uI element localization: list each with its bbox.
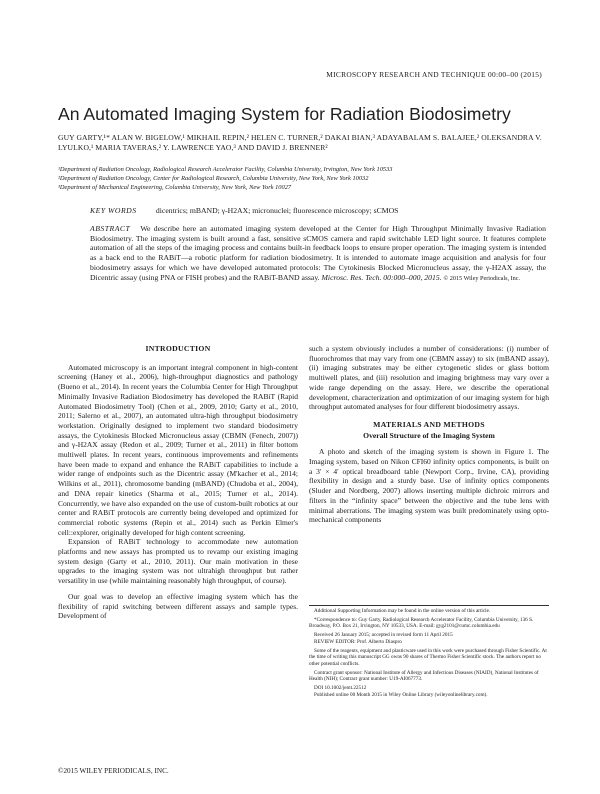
footnotes: [309, 608, 549, 700]
right-column: [309, 344, 549, 525]
introduction-heading: INTRODUCTION: [145, 344, 211, 353]
intro-paragraph-2: Expansion of RABiT technology to accommodate new automation platforms and new assays has prompted us to revamp our existing imaging system design (Garty et al., 2010, 2011). Our main motivation in these upgrades to the imaging system was not ultrahigh throughput but rather versatility in use (while maintaining reasonably high throughput, of course).: [58, 537, 298, 586]
footnote-correspondence: *Correspondence to: Guy Garty, Radiological Research Accelerator Facility, Columbia University, 136 S. Broadway, P.O. Box 21, Irvington, NY 10533, USA. E-mail: gyg2101@cumc.columbia.edu: [309, 616, 534, 630]
affiliation-2: ²Department of Radiation Oncology, Center for Radiological Research, Columbia University, New York, New York 10032: [58, 175, 369, 182]
running-head: MICROSCOPY RESEARCH AND TECHNIQUE 00:00–00 (2015): [326, 70, 542, 79]
footnote-conflict: Some of the reagents, equipment and plasticware used in this work were purchased through Fisher Scientific. At the time of writing this manuscript GG owns 90 shares of Thermo Fisher Scientific stock. The authors report no other potential conflicts.: [309, 647, 547, 667]
footnote-grant: Contract grant sponsor: National Institute of Allergy and Infectious Diseases (NIAID), National Institutes of Health (NIH); Contract grant number: U19-AI067773.: [309, 669, 539, 683]
intro-paragraph-1: Automated microscopy is an important integral component in high-content screening (Haney et al., 2006), high-throughput diagnostics and pathology (Bueno et al., 2014). In recent years the Columbia Center for High Throughput Minimally Invasive Radiation Biodosimetry has developed the RABiT (Rapid Automated Biodosimetry Tool) (Chen et al., 2009, 2010; Garty et al., 2010, 2011; Salerno et al., 2007), an automated ultra-high throughput biodosimetry workstation. Originally designed to implement two standard biodosimetry assays, the Cytokinesis Blocked Micronucleus assay (CBMN (Fenech, 2007)) and γ-H2AX assay (Redon et al., 2009; Turner et al., 2011) in filter bottom multiwell plates. In recent years, continuous improvements and refinements have been made to expand and enhance the RABiT capabilities to include a wider range of endpoints such as the Dicentric assay (M'kacher et al., 2014; Wilkins et al., 2011), chromosome banding (mBAND) (Chudoba et al., 2004), and DNA repair kinetics (Sharma et al., 2015; Turner et al., 2014). Concurrently, we have also expanded on the use of custom-built robotics at our center and RABiT protocols are currently being developed and optimized for commercial robotic systems (Repin et al., 2014) such as Perkin Elmer's cell::explorer, originally developed for high content screening.: [58, 362, 298, 537]
methods-paragraph-1: A photo and sketch of the imaging system is shown in Figure 1. The Imaging system, based on Nikon CFI60 infinity optics components, is built on a 3′ × 4′ optical breadboard table (Newport Corp., Irvine, CA), providing flexibility in design and a sturdy base. Use of infinity optics components (Sluder and Nordberg, 2007) allows inserting multiple dichroic mirrors and filters in the “infinity space” between the objective and the tube lens with minimal aberrations. The imaging system was built predominately using opto-mechanical components: [309, 447, 549, 525]
affiliation-1: ¹Department of Radiation Oncology, Radiological Research Accelerator Facility, Columbia University, Irvington, New York 10533: [58, 166, 393, 173]
footnote-divider: [309, 605, 549, 606]
keywords-list: dicentrics; mBAND; γ-H2AX; micronuclei; fluorescence microscopy; sCMOS: [155, 206, 399, 215]
abstract-label: ABSTRACT: [90, 224, 131, 233]
abstract-text: We describe here an automated imaging system developed at the Center for High Throughput Minimally Invasive Radiation Biodosimetry. The imaging system is built around a fast, sensitive sCMOS camera and rapid switchable LED light source. It features complete automation of all the steps of the imaging process and contains built-in feedback loops to ensure proper operation. The imaging system is intended as a back end to the RABiT—a robotic platform for radiation biodosimetry. It is intended to automate image acquisition and analysis for four biodosimetry assays for which we have developed automated protocols: The Cytokinesis Blocked Micronucleus assay, the γ-H2AX assay, the Dicentric assay (using PNA or FISH probes) and the RABiT-BAND assay.: [90, 224, 546, 282]
methods-subheading: Overall Structure of the Imaging System: [363, 430, 495, 440]
left-column: [58, 344, 298, 621]
footnote-received: Received 26 January 2015; accepted in revised form 11 April 2015: [314, 632, 453, 639]
copyright-footer: ©2015 WILEY PERIODICALS, INC.: [58, 767, 169, 775]
footnote-published: Published online 00 Month 2015 in Wiley Online Library (wileyonlinelibrary.com).: [314, 691, 488, 698]
keywords-label: KEY WORDS: [90, 206, 137, 215]
methods-heading: MATERIALS AND METHODS: [373, 419, 485, 429]
intro-paragraph-3: Our goal was to develop an effective imaging system which has the flexibility of rapid switching between different assays and sample types. Development of: [58, 591, 298, 621]
footnote-doi: DOI 10.1002/jemt.22512: [314, 685, 367, 692]
footnote-review-editor: REVIEW EDITOR: Prof. Alberto Diaspro: [314, 638, 402, 645]
intro-paragraph-4: such a system obviously includes a number of considerations: (i) number of fluorochromes that may vary from one (CBMN assay) to six (mBAND assay), (ii) imaging substrates may be either cytogenetic slides or glass bottom multiwell plates, and (iii) resolution and imaging brightness may vary over a wide range depending on the assay. Here, we describe the operational development, characterization and optimization of our imaging system for high throughput automated analyses for four different biodosimetry assays.: [309, 344, 549, 412]
abstract-copyright: © 2015 Wiley Periodicals, Inc.: [443, 274, 521, 282]
keywords-line: [90, 206, 560, 215]
abstract: [90, 224, 546, 283]
affiliation-3: ³Department of Mechanical Engineering, Columbia University, New York, New York 10027: [58, 184, 292, 191]
author-list: GUY GARTY,¹* ALAN W. BIGELOW,¹ MIKHAIL REPIN,² HELEN C. TURNER,² DAKAI BIAN,³ ADAYABALAM S. BALAJEE,² OLEKSANDRA V. LYULKO,¹ MARIA TAVERAS,² Y. LAWRENCE YAO,³ AND DAVID J. BRENNER²: [58, 133, 542, 152]
article-title: An Automated Imaging System for Radiation Biodosimetry: [58, 104, 511, 124]
footnote-supporting-info: Additional Supporting Information may be found in the online version of this article.: [314, 608, 491, 614]
abstract-citation: Microsc. Res. Tech. 00:000–000, 2015.: [321, 272, 442, 282]
